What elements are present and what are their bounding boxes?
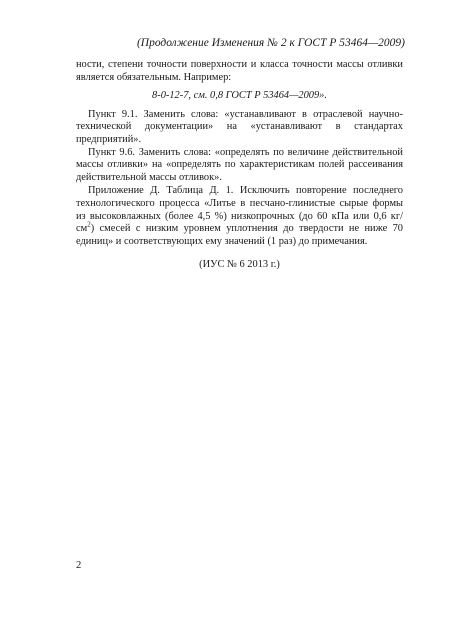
ius-reference: (ИУС № 6 2013 г.) xyxy=(199,259,280,271)
continuation-header: (Продолжение Изменения № 2 к ГОСТ Р 53464—2009) xyxy=(136,37,405,49)
paragraph-clause-9-1: Пункт 9.1. Заменить слова: «устанавливают в отраслевой научно-технической документации» на «устанавливают в стандартах предприятий». xyxy=(76,108,403,145)
document-body xyxy=(76,59,403,272)
superscript-exponent: 2 xyxy=(87,220,91,229)
paragraph-clause-9-6: Пункт 9.6. Заменить слова: «определять по величине действительной массы отливки» на «определять по характеристикам полей рассеивания действительной массы отливок». xyxy=(76,146,403,183)
page-number: 2 xyxy=(76,560,82,571)
appendix-text-part-1: Приложение Д. Таблица Д. 1. Исключить повторение последнего технологического процесса «Литье в песчано-глинистые сырые формы из высоковлажных (более 4,5 %) низкопрочных (до 60 кПа или 0,6 кг/см xyxy=(76,185,403,235)
paragraph-continuation: ности, степени точности поверхности и класса точности массы отливки является обязательным. Например: xyxy=(76,59,403,83)
appendix-text-part-2: ) смесей с низким уровнем уплотнения до твердости не ниже 70 единиц» и соответствующих ему значений (1 раз) до примечания. xyxy=(76,223,403,247)
designation-example: 8-0-12-7, см. 0,8 ГОСТ Р 53464—2009». xyxy=(152,90,327,102)
paragraph-appendix-d xyxy=(76,185,403,248)
